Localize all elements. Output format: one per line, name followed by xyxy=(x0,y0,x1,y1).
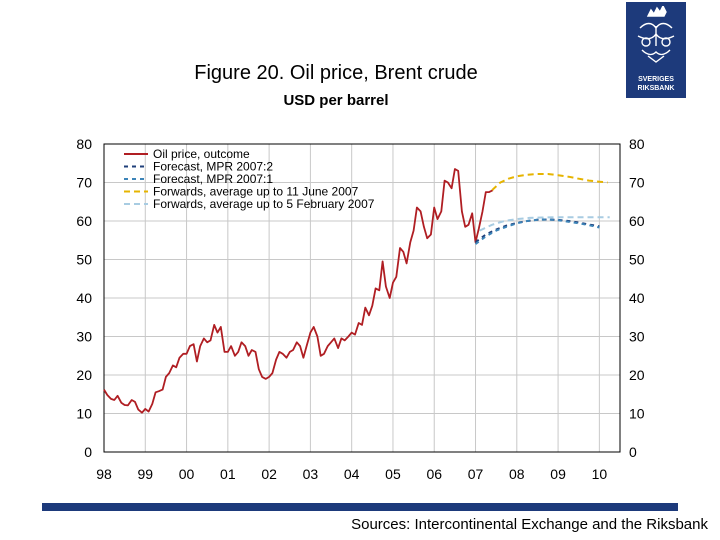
y-tick-label-right: 60 xyxy=(629,213,645,229)
y-tick-label-right: 30 xyxy=(629,328,645,345)
x-tick-label: 04 xyxy=(343,466,360,482)
legend-label: Forwards, average up to 11 June 2007 xyxy=(153,184,359,199)
x-tick-label: 09 xyxy=(550,466,566,482)
x-tick-label: 03 xyxy=(302,466,319,482)
chart-title: Figure 20. Oil price, Brent crude xyxy=(194,62,478,84)
y-tick-label-left: 10 xyxy=(76,405,92,422)
x-tick-label: 99 xyxy=(137,466,154,482)
legend-label: Forecast, MPR 2007:1 xyxy=(153,172,274,186)
y-tick-label-right: 80 xyxy=(629,136,645,152)
y-tick-label-right: 40 xyxy=(629,290,645,306)
y-tick-label-right: 20 xyxy=(629,367,645,383)
y-tick-label-left: 0 xyxy=(84,444,92,460)
y-tick-label-left: 50 xyxy=(76,251,92,268)
bottom-brand-bar xyxy=(42,503,678,511)
x-tick-label: 07 xyxy=(467,466,484,482)
x-tick-label: 08 xyxy=(509,466,525,482)
legend-label: Oil price, outcome xyxy=(153,147,250,161)
y-tick-label-left: 80 xyxy=(76,136,92,152)
y-tick-label-right: 10 xyxy=(629,405,645,422)
logo-text-line2: RIKSBANK xyxy=(637,85,675,92)
y-tick-label-left: 20 xyxy=(76,367,92,383)
sources-note: Sources: Intercontinental Exchange and the Riksbank xyxy=(351,516,708,533)
legend-label: Forecast, MPR 2007:2 xyxy=(153,159,274,174)
x-tick-label: 05 xyxy=(385,466,401,482)
y-tick-label-left: 70 xyxy=(76,174,92,191)
x-tick-label: 00 xyxy=(178,466,195,482)
y-tick-label-left: 30 xyxy=(76,328,92,345)
y-tick-label-right: 50 xyxy=(629,251,645,268)
x-tick-label: 06 xyxy=(426,466,443,482)
series-line-2 xyxy=(476,220,600,243)
x-tick-label: 02 xyxy=(261,466,277,482)
legend-label: Forwards, average up to 5 February 2007 xyxy=(153,197,375,211)
legend xyxy=(124,147,375,211)
series-line-3 xyxy=(476,220,600,245)
x-tick-label: 98 xyxy=(96,466,112,482)
x-tick-label: 01 xyxy=(220,466,236,482)
chart-subtitle: USD per barrel xyxy=(283,92,389,109)
y-tick-label-right: 70 xyxy=(629,174,645,191)
y-tick-label-left: 60 xyxy=(76,213,92,229)
y-tick-label-left: 40 xyxy=(76,290,92,306)
y-tick-label-right: 0 xyxy=(629,444,637,460)
logo-text-line1: SVERIGES xyxy=(638,76,674,83)
x-tick-label: 10 xyxy=(591,466,608,482)
